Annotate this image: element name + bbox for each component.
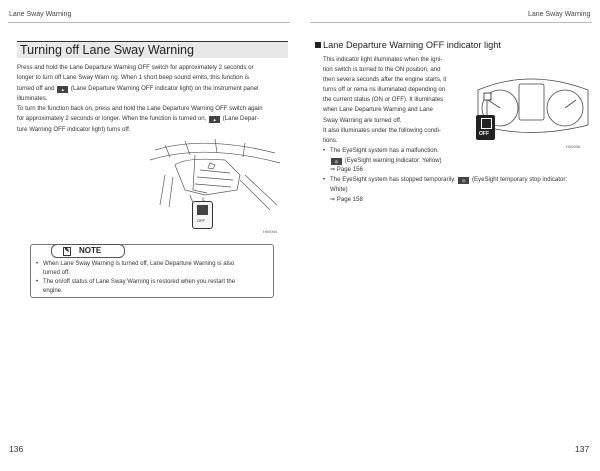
text-line: turns off or rema ns illuminated depending on: [323, 86, 446, 94]
note-item: [36, 260, 268, 278]
instrument-cluster-illustration: [470, 60, 595, 155]
running-header-left: Lane Sway Warning: [9, 11, 72, 18]
lane-departure-off-switch: [192, 201, 213, 229]
note-list: [36, 260, 268, 296]
paragraph-turn-on: [17, 104, 292, 135]
text-fragment: for approximately 2 seconds or longer. When the function is turned on,: [17, 115, 207, 123]
text-line: It also illuminates under the following condi-: [323, 126, 441, 134]
figure-code-right: H00006: [566, 144, 581, 149]
right-heading-text: Lane Departure Warning OFF indicator light: [323, 40, 501, 50]
eyesight-warning-icon: ◎: [331, 158, 342, 165]
section-title-box: [17, 41, 288, 58]
text-line: when Lane Departure Warning and Lane: [323, 106, 433, 114]
text-line: • When Lane Sway Warning is turned off, Lane Departure Warning is also: [43, 261, 235, 267]
page-reference-link[interactable]: ⇒ Page 156: [330, 166, 363, 174]
text-line: • The EyeSight system has a malfunction.: [330, 147, 439, 154]
text-line: engine.: [43, 288, 63, 294]
header-rule-right: [310, 22, 592, 23]
header-rule-left: [8, 22, 290, 23]
text-line: [17, 114, 292, 124]
text-line: tion switch is turned to the ON position, and: [323, 66, 441, 74]
text-line: [330, 156, 593, 166]
text-line: longer to turn off Lane Sway Warn ng. When 1 short beep sound emits, this function is: [17, 74, 250, 82]
page-number-left: 136: [9, 444, 24, 454]
text-line: ture Warning OFF indicator light) turns off.: [17, 125, 131, 133]
page-number-right: 137: [575, 444, 590, 454]
lane-departure-off-indicator-icon: ▲: [57, 86, 68, 93]
section-title: Turning off Lane Sway Warning: [20, 43, 194, 57]
text-line: turned off.: [43, 270, 70, 276]
text-fragment: (EyeSight warning indicator: Yellow): [344, 156, 442, 164]
paragraph-turn-off: [17, 63, 292, 104]
text-line: To turn the function back on, press and hold the Lane Departure Warning OFF switch again: [17, 105, 263, 112]
note-pencil-icon: ✎: [64, 248, 70, 254]
running-header-right: Lane Sway Warning: [528, 11, 591, 18]
lane-departure-off-indicator-icon: ▲: [209, 116, 220, 123]
lane-departure-icon: [481, 118, 492, 129]
lane-departure-off-indicator: [476, 115, 495, 140]
text-line: • The on/off status of Lane Sway Warning is restored when you restart the: [43, 279, 236, 285]
indicator-off-label: OFF: [479, 131, 489, 137]
overhead-console-illustration: [145, 135, 285, 235]
text-line: White): [330, 185, 348, 193]
text-fragment: (Lane Departure Warning OFF indicator light) on the instrument panel: [70, 84, 259, 92]
text-line: [17, 84, 292, 94]
text-line: then severa seconds after the engine starts, it: [323, 76, 447, 84]
text-line: This indicator light illuminates when the igni-: [323, 56, 443, 63]
heading-square-icon: [315, 42, 321, 48]
text-line: tions.: [323, 136, 338, 144]
note-label: NOTE: [79, 246, 102, 255]
page-reference-link[interactable]: ⇒ Page 158: [330, 195, 363, 203]
eyesight-temporary-stop-icon: ◎: [458, 177, 469, 184]
text-fragment: The EyeSight system has stopped temporarily.: [330, 176, 456, 184]
note-item: [36, 278, 268, 296]
lane-departure-icon: [197, 205, 208, 215]
text-fragment: (Lane Depar-: [222, 115, 259, 123]
note-tab: [51, 244, 125, 258]
text-line: Sway Warning are turned off.: [323, 116, 402, 124]
right-heading: [315, 40, 501, 50]
text-fragment: (EyeSight temporary stop indicator:: [471, 176, 568, 184]
right-body: [323, 55, 468, 146]
text-line: Press and hold the Lane Departure Warning OFF switch for approximately 2 seconds or: [17, 64, 254, 71]
text-fragment: turned off and: [17, 84, 55, 92]
text-line: illuminates.: [17, 94, 48, 102]
switch-off-label: OFF: [197, 218, 205, 223]
text-line: the current status (ON or OFF). It illuminates: [323, 96, 444, 104]
figure-code-left: H00004: [263, 229, 278, 234]
condition-item: [323, 175, 593, 204]
